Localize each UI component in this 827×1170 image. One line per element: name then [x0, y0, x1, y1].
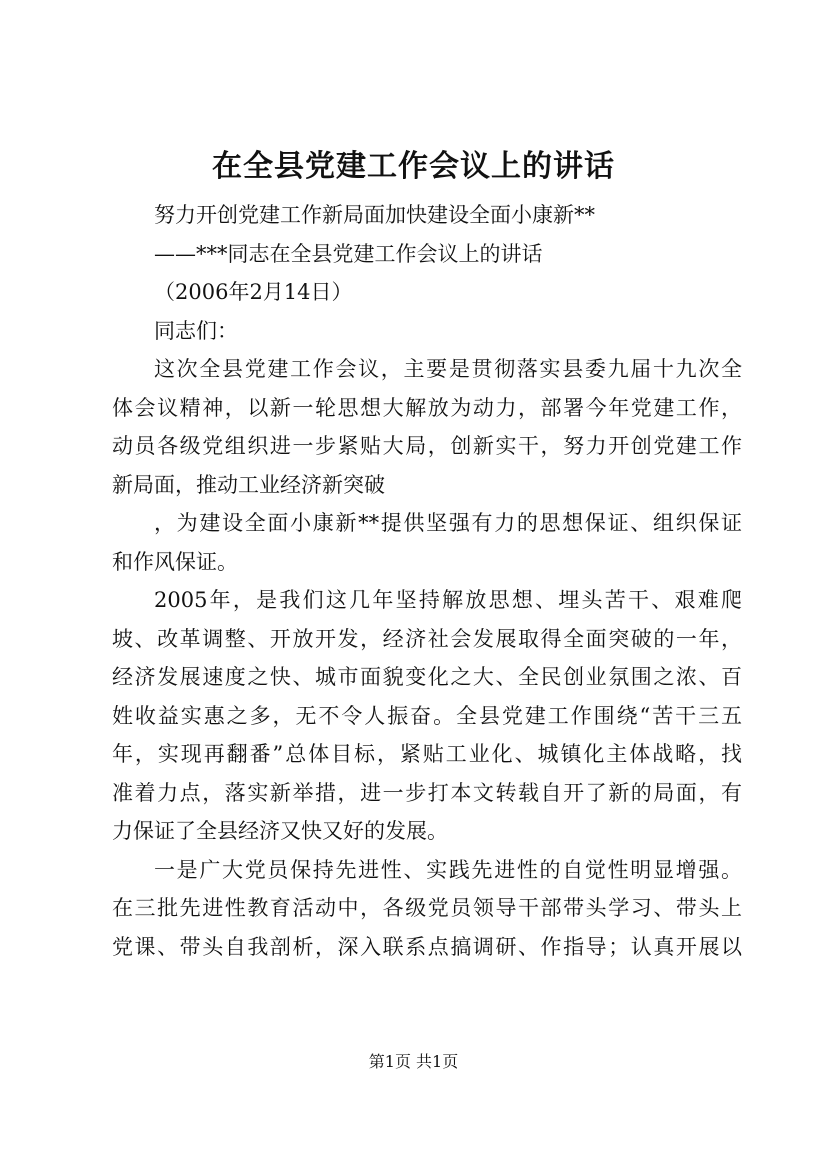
subtitle-line: 努力开创党建工作新局面加快建设全面小康新** [154, 203, 595, 227]
paragraph-line: 和作风保证。 [112, 549, 238, 574]
paragraph-line: 在三批先进性教育活动中，各级党员领导干部带头学习、带头上 [112, 896, 742, 920]
paragraph-line: 经济发展速度之快、城市面貌变化之大、全民创业氛围之浓、百 [112, 665, 742, 689]
paragraph-line: 这次全县党建工作会议，主要是贯彻落实县委九届十九次全 [154, 357, 742, 381]
paragraph-line: 力保证了全县经济又快又好的发展。 [112, 819, 448, 843]
document-body [112, 196, 742, 966]
page-footer: 第1页 共1页 [368, 1052, 459, 1071]
paragraph-line: 2005年，是我们这几年坚持解放思想、埋头苦干、艰难爬 [154, 588, 742, 612]
speaker-line: ——***同志在全县党建工作会议上的讲话 [154, 241, 543, 266]
paragraph-line: 动员各级党组织进一步紧贴大局，创新实干，努力开创党建工作 [112, 434, 742, 458]
paragraph-line: 坡、改革调整、开放开发，经济社会发展取得全面突破的一年， [112, 626, 742, 651]
paragraph-line: 新局面，推动工业经济新突破 [112, 472, 385, 497]
paragraph-line: ，为建设全面小康新**提供坚强有力的思想保证、组织保证 [154, 511, 742, 535]
paragraph-line: 姓收益实惠之多，无不令人振奋。全县党建工作围绕“苦干三五 [112, 703, 742, 728]
date-line: （2006年2月14日） [154, 280, 353, 304]
paragraph-line: 年，实现再翻番”总体目标，紧贴工业化、城镇化主体战略，找 [112, 742, 742, 766]
paragraph-line: 党课、带头自我剖析，深入联系点搞调研、作指导；认真开展以 [112, 934, 742, 959]
document-title: 在全县党建工作会议上的讲话 [212, 149, 615, 184]
salutation-line: 同志们： [154, 318, 238, 343]
paragraph-line: 一是广大党员保持先进性、实践先进性的自觉性明显增强。 [154, 857, 742, 882]
paragraph-line: 体会议精神，以新一轮思想大解放为动力，部署今年党建工作， [112, 395, 742, 420]
paragraph-line: 准着力点，落实新举措，进一步打本文转载自开了新的局面，有 [112, 780, 742, 805]
